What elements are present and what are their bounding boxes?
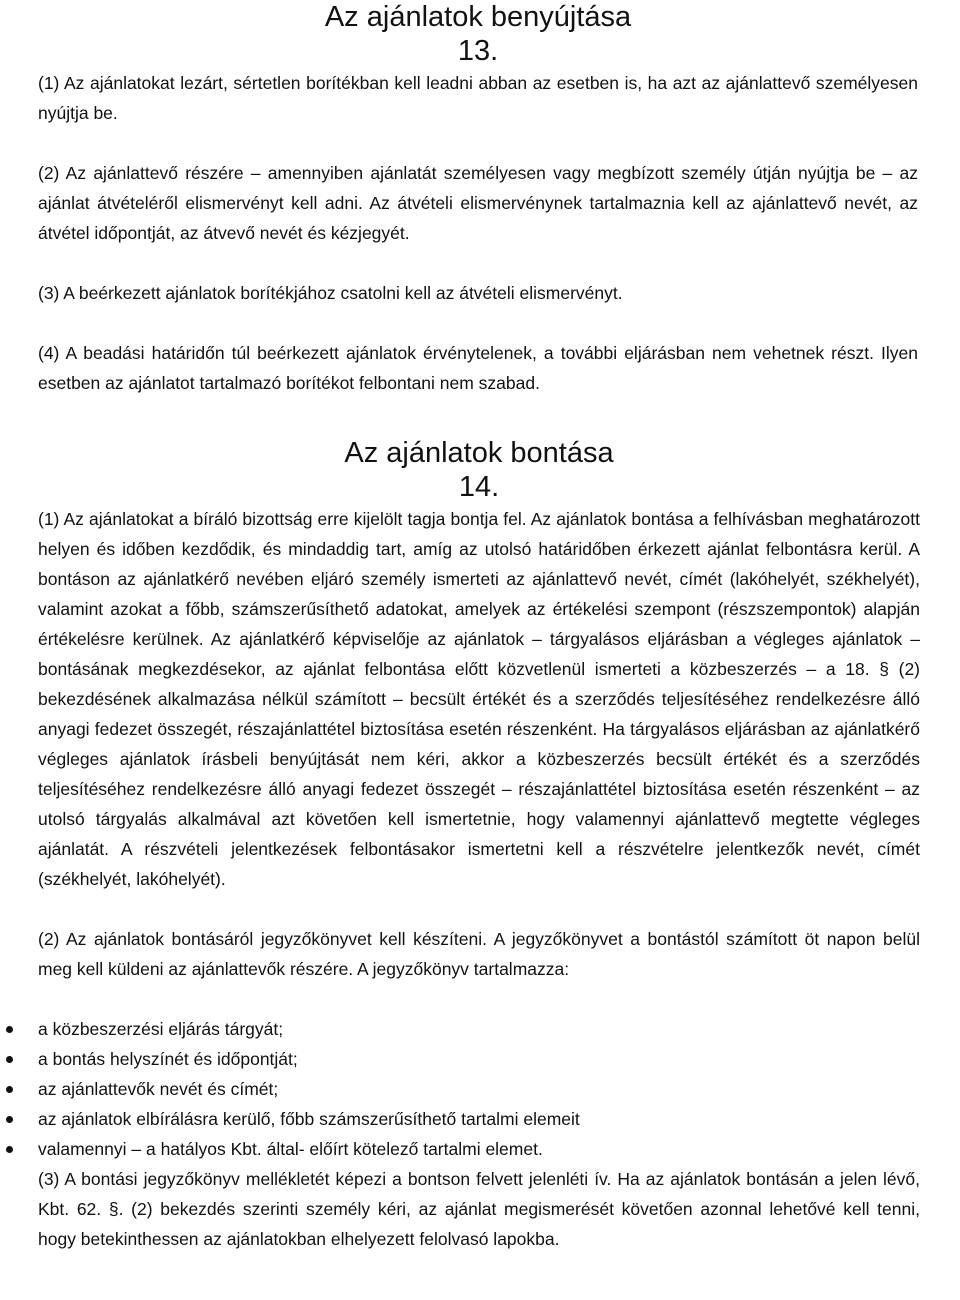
section-13-paragraph-1: (1) Az ajánlatokat lezárt, sértetlen borítékban kell leadni abban az esetben is, ha azt az ajánlattevő személyesen nyújtja be. [38, 73, 918, 123]
bullet-icon [6, 1056, 13, 1063]
section-13-paragraph-2: (2) Az ajánlattevő részére – amennyiben ajánlatát személyesen vagy megbízott személy útján nyújtja be – az ajánlat átvételéről elismervényt kell adni. Az átvételi elismervénynek tartalmaznia kell az ajánlattevő nevét, az átvétel időpontját, az átvevő nevét és kézjegyét. [38, 163, 918, 243]
section-13-title: Az ajánlatok benyújtása [324, 1, 632, 33]
section-14-number: 14. [458, 471, 500, 503]
bullet-icon [6, 1026, 13, 1033]
list-item: az ajánlatok elbírálásra kerülő, főbb számszerűsíthető tartalmi elemeit [38, 1104, 920, 1134]
section-13 [38, 0, 918, 398]
section-14-title: Az ajánlatok bontása [344, 437, 614, 469]
section-13-paragraph-4: (4) A beadási határidőn túl beérkezett ajánlatok érvénytelenek, a további eljárásban nem vehetnek részt. Ilyen esetben az ajánlatot tartalmazó borítékot felbontani nem szabad. [38, 343, 918, 393]
list-item: a bontás helyszínét és időpontját; [38, 1044, 920, 1074]
bullet-icon [6, 1146, 13, 1153]
list-item: valamennyi – a hatályos Kbt. által- előírt kötelező tartalmi elemet. [38, 1134, 920, 1164]
section-13-number: 13. [457, 35, 499, 67]
section-14-paragraph-2: (2) Az ajánlatok bontásáról jegyzőkönyvet kell készíteni. A jegyzőkönyvet a bontástól számított öt napon belül meg kell küldeni az ajánlattevők részére. A jegyzőkönyv tartalmazza: [38, 929, 920, 979]
bullet-icon [6, 1086, 13, 1093]
section-13-paragraph-3: (3) A beérkezett ajánlatok borítékjához csatolni kell az átvételi elismervényt. [38, 283, 623, 303]
bullet-icon [6, 1116, 13, 1123]
section-14-paragraph-1: (1) Az ajánlatokat a bíráló bizottság erre kijelölt tagja bontja fel. Az ajánlatok bontása a felhívásban meghatározott helyen és időben kezdődik, és mindaddig tart, amíg az utolsó határidőben érkezett ajánlat felbontásra kerül. A bontáson az ajánlatkérő nevében eljáró személy ismerteti az ajánlattevő nevét, címét (lakóhelyét, székhelyét), valamint azokat a főbb, számszerűsíthető adatokat, amelyek az értékelési szempont (részszempontok) alapján értékelésre kerülnek. Az ajánlatkérő képviselője az ajánlatok – tárgyalásos eljárásban a végleges ajánlatok – bontásának megkezdésekor, az ajánlat felbontása előtt közvetlenül ismerteti a közbeszerzés – a 18. § (2) bekezdésének alkalmazása nélkül számított – becsült értékét és a szerződés teljesítéséhez rendelkezésre álló anyagi fedezet összegét, részajánlattétel biztosítása esetén részenként. Ha tárgyalásos eljárásban az ajánlatkérő végleges ajánlatok írásbeli benyújtását nem kéri, akkor a közbeszerzés becsült értékét és a szerződés teljesítéséhez rendelkezésre álló anyagi fedezet összegét – részajánlattétel biztosítása esetén részenként – az utolsó tárgyalás alkalmával azt követően kell ismertetnie, hogy valamennyi ajánlattevő megtette végleges ajánlatát. A részvételi jelentkezések felbontásakor ismertetni kell a részvételre jelentkezők nevét, címét (székhelyét, lakóhelyét). [38, 509, 920, 889]
section-14 [38, 436, 920, 1254]
list-item: az ajánlattevők nevét és címét; [38, 1074, 920, 1104]
section-14-paragraph-3: (3) A bontási jegyzőkönyv mellékletét képezi a bontson felvett jelenléti ív. Ha az ajánlatok bontásán a jelen lévő, Kbt. 62. §. (2) bekezdés szerinti személy kéri, az ajánlat megismerését követően azonnal lehetővé kell tenni, hogy betekinthessen az ajánlatokban elhelyezett felolvasó lapokba. [38, 1169, 920, 1249]
section-14-content-list [38, 1014, 920, 1164]
list-item: a közbeszerzési eljárás tárgyát; [38, 1014, 920, 1044]
